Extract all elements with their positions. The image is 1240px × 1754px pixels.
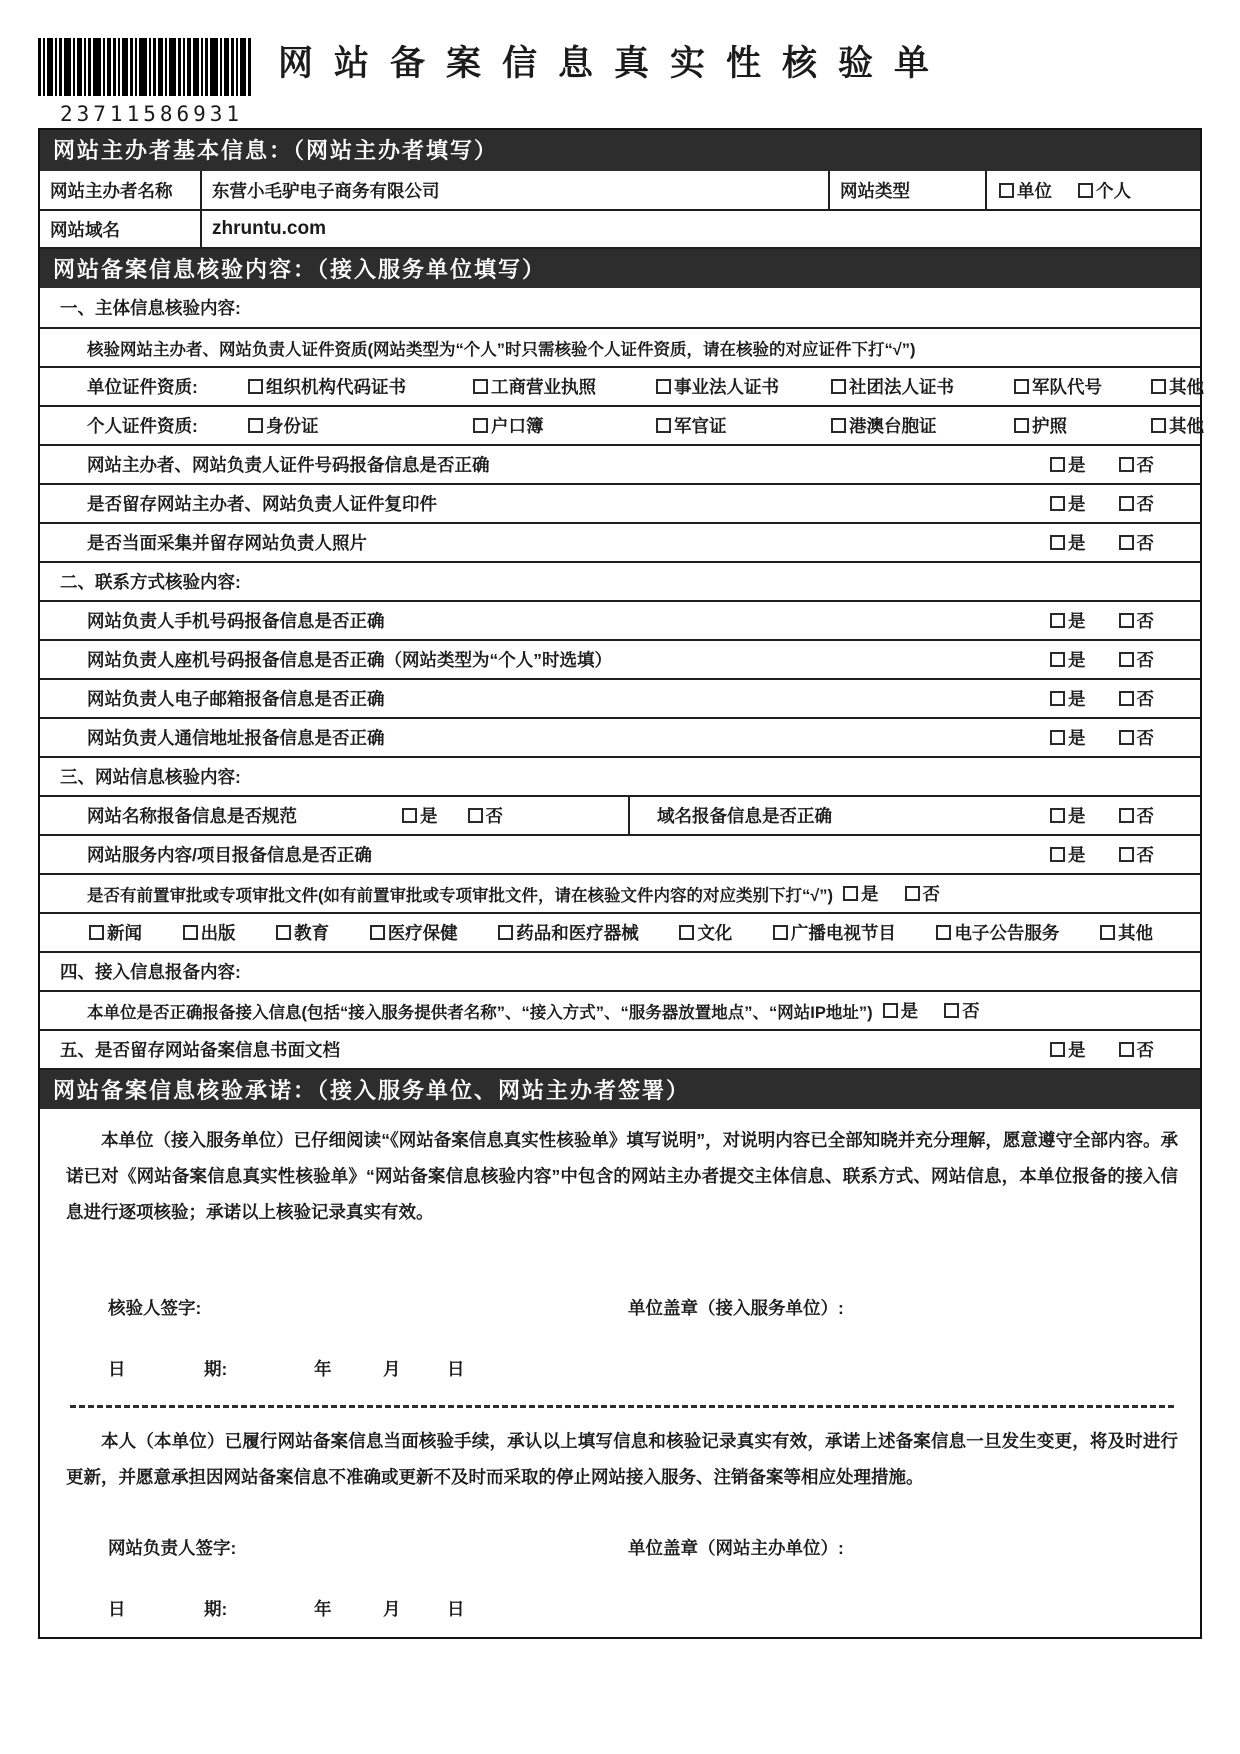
checkbox-no[interactable]: [468, 803, 504, 828]
question-row-sitename-domain: [40, 795, 1200, 834]
question-sitename-cell: [40, 797, 630, 834]
checkbox-icon: [402, 808, 417, 823]
checkbox-icon: [1050, 847, 1065, 862]
checkbox-no[interactable]: [1119, 491, 1155, 516]
section-header-basic-info: 网站主办者基本信息：（网站主办者填写）: [40, 130, 1200, 171]
no-label: 否: [1136, 611, 1154, 631]
checkbox-category-education[interactable]: [276, 920, 329, 945]
subsection-title: 一、主体信息核验内容:: [60, 298, 241, 318]
checkbox-icon: [473, 379, 488, 394]
option-label: 药品和医疗器械: [516, 923, 639, 943]
unit-cert-row: [40, 366, 1204, 405]
section-header-verify-content: 网站备案信息核验内容：（接入服务单位填写）: [40, 247, 1200, 288]
checkbox-icon: [1050, 535, 1065, 550]
option-label: 社团法人证书: [849, 377, 954, 397]
checkbox-icon: [248, 418, 263, 433]
option-label: 组织机构代码证书: [266, 377, 406, 397]
checkbox-no[interactable]: [1119, 530, 1155, 555]
checkbox-icon: [1050, 691, 1065, 706]
no-label: 否: [1136, 806, 1154, 826]
date-month-label: 月: [383, 1599, 401, 1620]
checkbox-icon: [1100, 925, 1115, 940]
option-label: 港澳台胞证: [849, 416, 937, 436]
checkbox-icon: [468, 808, 483, 823]
date-word: 日: [108, 1358, 126, 1379]
checkbox-icon: [1119, 652, 1134, 667]
checkbox-no[interactable]: [905, 881, 941, 906]
question-text: 网站负责人通信地址报备信息是否正确: [87, 728, 385, 748]
checkbox-no[interactable]: [1119, 725, 1155, 750]
checkbox-icon: [773, 925, 788, 940]
question-text: 是否有前置审批或专项审批文件(如有前置审批或专项审批文件，请在核验文件内容的对应类别下打“√”): [87, 886, 834, 905]
yes-label: 是: [1068, 689, 1086, 709]
date-year-label: 年: [314, 1599, 332, 1620]
domain-value: zhruntu.com: [200, 211, 1200, 247]
subsection-2-title-row: [40, 561, 1200, 600]
subsection-4-title-row: [40, 951, 1200, 990]
checkbox-icon: [1119, 1042, 1134, 1057]
question-row-email: [40, 678, 1200, 717]
yes-label: 是: [900, 1001, 919, 1021]
checkbox-id-card[interactable]: [248, 413, 473, 438]
site-type-options: [985, 171, 1200, 209]
option-label: 医疗保健: [387, 923, 458, 943]
site-type-label: 网站类型: [828, 171, 985, 209]
checkbox-no[interactable]: [1119, 803, 1155, 828]
organizer-signature-row: [66, 1535, 1178, 1560]
cert-note-row: [40, 327, 1200, 366]
option-label: 户口簿: [491, 416, 544, 436]
checkbox-icon: [944, 1003, 959, 1018]
option-label: 广播电视节目: [790, 923, 896, 943]
checkbox-icon: [843, 886, 858, 901]
option-label: 身份证: [266, 416, 319, 436]
checkbox-yes[interactable]: [1050, 491, 1086, 516]
checkbox-no[interactable]: [1119, 608, 1155, 633]
question-row-address: [40, 717, 1200, 756]
organizer-seal-label: 单位盖章（网站主办单位）:: [628, 1538, 844, 1559]
personal-cert-label: 个人证件资质:: [87, 416, 198, 436]
checkbox-yes[interactable]: [843, 881, 879, 906]
checkbox-category-ebulletin[interactable]: [936, 920, 1059, 945]
checkbox-category-news[interactable]: [89, 920, 142, 945]
checkbox-icon: [831, 379, 846, 394]
checkbox-icon: [883, 1003, 898, 1018]
checkbox-icon: [1119, 730, 1134, 745]
checkbox-institution-cert[interactable]: [656, 374, 831, 399]
checkbox-icon: [1119, 613, 1134, 628]
preapproval-categories-row: [40, 912, 1200, 951]
yes-label: 是: [1068, 728, 1086, 748]
site-manager-signature-label: 网站负责人签字:: [108, 1538, 237, 1559]
no-label: 否: [1136, 845, 1154, 865]
barcode-number: 23711586931: [60, 102, 244, 126]
section-header-promise: 网站备案信息核验承诺：（接入服务单位、网站主办者签署）: [40, 1068, 1200, 1109]
question-text: 五、是否留存网站备案信息书面文档: [60, 1040, 340, 1060]
checkbox-icon: [656, 418, 671, 433]
no-label: 否: [1136, 689, 1154, 709]
yes-label: 是: [1068, 845, 1086, 865]
date-word: 期:: [204, 1599, 228, 1620]
no-label: 否: [1136, 1040, 1154, 1060]
checkbox-category-broadcast-tv[interactable]: [773, 920, 896, 945]
checkbox-icon: [473, 418, 488, 433]
checkbox-no[interactable]: [1119, 842, 1155, 867]
option-label: 其他: [1118, 923, 1153, 943]
checkbox-business-license[interactable]: [473, 374, 656, 399]
checkbox-icon: [1119, 535, 1134, 550]
subsection-3-title-row: [40, 756, 1200, 795]
checkbox-icon: [1050, 1042, 1065, 1057]
checkbox-yes[interactable]: [1050, 530, 1086, 555]
checkbox-icon: [1014, 418, 1029, 433]
organizer-name-value: 东营小毛驴电子商务有限公司: [200, 171, 828, 209]
option-label: 单位: [1017, 180, 1052, 201]
checkbox-icon: [656, 379, 671, 394]
option-label: 工商营业执照: [491, 377, 596, 397]
question-row-landline: [40, 639, 1200, 678]
checkbox-no[interactable]: [1119, 647, 1155, 672]
subsection-title: 二、联系方式核验内容:: [60, 572, 241, 592]
yes-label: 是: [420, 806, 438, 826]
promise-paragraph-isp: 本单位（接入服务单位）已仔细阅读“《网站备案信息真实性核验单》填写说明”，对说明内容已全部知晓并充分理解，愿意遵守全部内容。承诺已对《网站备案信息真实性核验单》“网站备案信息核验内容”中包含的网站主办者提交主体信息、联系方式、网站信息，本单位报备的接入信息进行逐项核验；承诺以上核验记录真实有效。: [66, 1130, 1178, 1222]
checkbox-no[interactable]: [1119, 686, 1155, 711]
question-text: 是否当面采集并留存网站负责人照片: [87, 533, 367, 553]
date-day-label: 日: [447, 1358, 465, 1379]
question-row-access-info: [40, 990, 1200, 1029]
question-row-cert-copy: [40, 483, 1200, 522]
date-day-label: 日: [447, 1599, 465, 1620]
unit-cert-label: 单位证件资质:: [87, 377, 198, 397]
organizer-name-label: 网站主办者名称: [50, 180, 173, 201]
checkbox-yes[interactable]: [1050, 608, 1086, 633]
isp-date-row: [66, 1356, 1178, 1381]
question-row-cert-number: [40, 444, 1200, 483]
checkbox-household-register[interactable]: [473, 413, 656, 438]
isp-signature-row: [66, 1295, 1178, 1320]
checkbox-site-type-unit[interactable]: [999, 178, 1052, 203]
subsection-title: 三、网站信息核验内容:: [60, 767, 241, 787]
checkbox-icon: [1119, 847, 1134, 862]
option-label: 新闻: [107, 923, 142, 943]
no-label: 否: [1136, 455, 1154, 475]
checkbox-icon: [1119, 691, 1134, 706]
cert-note-text: 核验网站主办者、网站负责人证件资质(网站类型为“个人”时只需核验个人证件资质，请在核验的对应证件下打“√”): [87, 340, 916, 359]
personal-cert-row: [40, 405, 1204, 444]
checkbox-org-code-cert[interactable]: [248, 374, 473, 399]
option-label: 电子公告服务: [954, 923, 1060, 943]
domain-label: 网站域名: [50, 219, 120, 240]
verifier-signature-label: 核验人签字:: [108, 1297, 202, 1318]
option-label: 个人: [1096, 180, 1131, 201]
promise-box: [40, 1109, 1200, 1637]
domain-row: [40, 209, 1200, 247]
checkbox-yes[interactable]: [883, 998, 919, 1023]
checkbox-no[interactable]: [944, 998, 980, 1023]
yes-label: 是: [1068, 455, 1086, 475]
checkbox-category-publishing[interactable]: [183, 920, 236, 945]
checkbox-icon: [1119, 457, 1134, 472]
checkbox-icon: [1151, 379, 1166, 394]
question-text: 网站名称报备信息是否规范: [87, 806, 297, 826]
checkbox-icon: [276, 925, 291, 940]
checkbox-military-officer-cert[interactable]: [656, 413, 831, 438]
option-label: 军官证: [674, 416, 727, 436]
checkbox-category-other[interactable]: [1100, 920, 1153, 945]
checkbox-hmt-pass[interactable]: [831, 413, 1014, 438]
option-label: 其他: [1169, 377, 1204, 397]
checkbox-passport[interactable]: [1014, 413, 1151, 438]
option-label: 其他: [1169, 416, 1204, 436]
question-text: 网站服务内容/项目报备信息是否正确: [87, 845, 372, 865]
option-label: 出版: [200, 923, 236, 943]
checkbox-yes[interactable]: [1050, 647, 1086, 672]
date-month-label: 月: [383, 1358, 401, 1379]
question-row-service: [40, 834, 1200, 873]
checkbox-icon: [1050, 496, 1065, 511]
yes-label: 是: [1068, 533, 1086, 553]
checkbox-icon: [1050, 457, 1065, 472]
checkbox-category-culture[interactable]: [679, 920, 732, 945]
page-title: 网站备案信息真实性核验单: [278, 44, 951, 83]
question-text: 域名报备信息是否正确: [657, 806, 832, 826]
question-text: 是否留存网站主办者、网站负责人证件复印件: [87, 494, 437, 514]
checkbox-icon: [89, 925, 104, 940]
yes-label: 是: [1068, 1040, 1086, 1060]
question-row-photo: [40, 522, 1200, 561]
barcode-image: [38, 38, 253, 96]
question-text: 网站负责人手机号码报备信息是否正确: [87, 611, 385, 631]
checkbox-yes[interactable]: [1050, 842, 1086, 867]
date-word: 日: [108, 1599, 126, 1620]
question-row-paper-archive: [40, 1029, 1200, 1068]
option-label: 事业法人证书: [674, 377, 779, 397]
verification-form: [38, 128, 1202, 1639]
checkbox-yes[interactable]: [1050, 1037, 1086, 1062]
checkbox-yes[interactable]: [1050, 452, 1086, 477]
isp-seal-label: 单位盖章（接入服务单位）:: [628, 1297, 844, 1318]
organizer-date-row: [66, 1596, 1178, 1621]
organizer-row: [40, 171, 1200, 209]
checkbox-icon: [1119, 496, 1134, 511]
checkbox-icon: [999, 183, 1014, 198]
checkbox-personal-other[interactable]: [1151, 413, 1204, 438]
no-label: 否: [922, 884, 941, 904]
yes-label: 是: [861, 884, 879, 904]
promise-paragraph-organizer: 本人（本单位）已履行网站备案信息当面核验手续，承认以上填写信息和核验记录真实有效，承诺上述备案信息一旦发生变更，将及时进行更新，并愿意承担因网站备案信息不准确或更新不及时而采取的停止网站接入服务、注销备案等相应处理措施。: [66, 1430, 1178, 1487]
cut-separator: [70, 1405, 1174, 1408]
checkbox-icon: [1119, 808, 1134, 823]
checkbox-social-org-cert[interactable]: [831, 374, 1014, 399]
question-row-preapproval: [40, 873, 1200, 912]
checkbox-icon: [1050, 730, 1065, 745]
no-label: 否: [1136, 533, 1154, 553]
checkbox-icon: [905, 886, 920, 901]
checkbox-icon: [679, 925, 694, 940]
checkbox-category-healthcare[interactable]: [370, 920, 458, 945]
no-label: 否: [485, 806, 503, 826]
checkbox-no[interactable]: [1119, 452, 1155, 477]
question-text: 本单位是否正确报备接入信息(包括“接入服务提供者名称”、“接入方式”、“服务器放置地点”、“网站IP地址”): [87, 1003, 873, 1022]
subsection-title: 四、接入信息报备内容:: [60, 962, 241, 982]
checkbox-category-drugs-devices[interactable]: [498, 920, 639, 945]
question-text: 网站负责人电子邮箱报备信息是否正确: [87, 689, 385, 709]
checkbox-unit-other[interactable]: [1151, 374, 1204, 399]
checkbox-yes[interactable]: [1050, 686, 1086, 711]
option-label: 军队代号: [1032, 377, 1102, 397]
form-header: [38, 30, 1202, 126]
checkbox-icon: [183, 925, 198, 940]
checkbox-icon: [1151, 418, 1166, 433]
option-label: 教育: [294, 923, 330, 943]
option-label: 护照: [1032, 416, 1067, 436]
question-text: 网站负责人座机号码报备信息是否正确（网站类型为“个人”时选填）: [87, 650, 612, 670]
checkbox-yes[interactable]: [1050, 725, 1086, 750]
yes-label: 是: [1068, 650, 1086, 670]
checkbox-icon: [248, 379, 263, 394]
no-label: 否: [1136, 494, 1154, 514]
checkbox-icon: [498, 925, 513, 940]
checkbox-icon: [1050, 652, 1065, 667]
checkbox-yes[interactable]: [402, 803, 438, 828]
yes-label: 是: [1068, 611, 1086, 631]
date-year-label: 年: [314, 1358, 332, 1379]
no-label: 否: [1136, 728, 1154, 748]
checkbox-icon: [1050, 808, 1065, 823]
checkbox-icon: [831, 418, 846, 433]
barcode-block: [38, 30, 260, 126]
checkbox-icon: [370, 925, 385, 940]
date-word: 期:: [204, 1358, 228, 1379]
checkbox-military-code[interactable]: [1014, 374, 1151, 399]
yes-label: 是: [1068, 494, 1086, 514]
yes-label: 是: [1068, 806, 1086, 826]
checkbox-icon: [1014, 379, 1029, 394]
question-domain-cell: [630, 797, 1200, 834]
checkbox-icon: [936, 925, 951, 940]
no-label: 否: [1136, 650, 1154, 670]
checkbox-icon: [1078, 183, 1093, 198]
checkbox-no[interactable]: [1119, 1037, 1155, 1062]
question-text: 网站主办者、网站负责人证件号码报备信息是否正确: [87, 455, 490, 475]
checkbox-yes[interactable]: [1050, 803, 1086, 828]
no-label: 否: [962, 1001, 980, 1021]
subsection-1-title-row: [40, 288, 1200, 327]
checkbox-icon: [1050, 613, 1065, 628]
checkbox-site-type-personal[interactable]: [1078, 178, 1131, 203]
question-row-mobile: [40, 600, 1200, 639]
option-label: 文化: [697, 923, 733, 943]
